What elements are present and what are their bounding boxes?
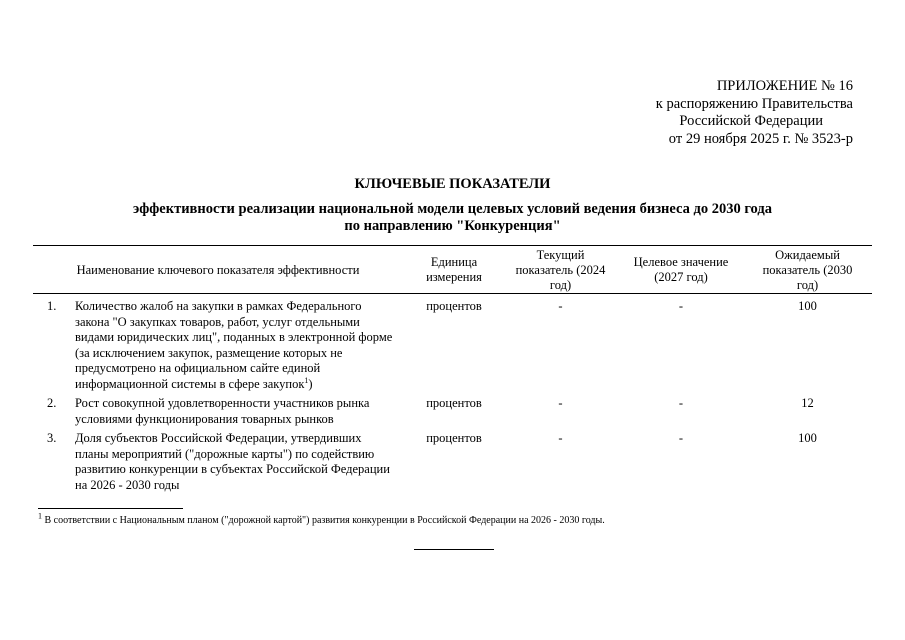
header-name: Наименование ключевого показателя эффективности: [76, 262, 360, 277]
footnote-text: В соответствии с Национальным планом ("дорожной картой") развития конкуренции в Российской Федерации на 2026 - 2030 годы.: [42, 515, 605, 526]
row-3-name: Доля субъектов Российской Федерации, утвердивших планы мероприятий ("дорожные карты") по содействию развитию конкуренции в субъектах Российской Федерации на 2026 - 2030 годы: [75, 431, 390, 492]
row-1-current: -: [558, 299, 563, 313]
header-unit: Единица измерения: [426, 255, 482, 284]
appendix-block: [593, 78, 853, 148]
subtitle-line-2: по направлению "Конкуренция": [344, 218, 561, 234]
document-title: КЛЮЧЕВЫЕ ПОКАЗАТЕЛИ: [354, 176, 551, 192]
footnote-separator: [38, 508, 183, 509]
footnote-mark: 1: [38, 511, 42, 521]
subtitle-line-1: эффективности реализации национальной модели целевых условий ведения бизнеса до 2030 года: [133, 201, 772, 217]
appendix-number: ПРИЛОЖЕНИЕ № 16: [716, 78, 853, 94]
row-2-unit: процентов: [426, 396, 482, 410]
row-2-name: Рост совокупной удовлетворенности участников рынка условиями функционирования товарных рынков: [75, 396, 370, 426]
document-subtitle: [0, 201, 905, 235]
row-2-target: -: [678, 396, 684, 410]
row-1-name-text: Количество жалоб на закупки в рамках Федерального закона "О закупках товаров, работ, услуг отдельными видами юридических лиц", поданных в электронной форме (за исключением закупок, размещение которых не предусмотрено на официальном сайте единой информационной системы в сфере закупок: [75, 299, 393, 391]
appendix-ref-line: к распоряжению Правительства: [655, 95, 853, 112]
header-target: Целевое значение (2027 год): [633, 255, 729, 284]
table-top-rule: [33, 245, 872, 246]
appendix-gov-line: Российской Федерации: [679, 113, 823, 129]
row-1-target: -: [678, 299, 684, 313]
row-1-expected: 100: [798, 299, 817, 313]
row-3-current: -: [558, 431, 563, 445]
row-2-number: 2.: [47, 396, 57, 410]
header-current: Текущий показатель (2024 год): [515, 247, 606, 292]
row-3-expected: 100: [798, 431, 817, 445]
row-3-number: 3.: [47, 431, 57, 445]
row-2-current: -: [558, 396, 563, 410]
table-header-rule: [33, 293, 872, 294]
row-1-footnote-ref: 1: [304, 375, 309, 385]
row-1-number: 1.: [47, 299, 57, 313]
row-1-name: [75, 299, 395, 392]
appendix-date-line: от 29 ноября 2025 г. № 3523-р: [668, 130, 853, 147]
row-1-unit: процентов: [426, 299, 482, 313]
footnote: [38, 511, 605, 526]
row-1-name-end: ): [308, 376, 313, 391]
row-3-target: -: [678, 431, 684, 445]
header-expected: Ожидаемый показатель (2030 год): [762, 247, 853, 292]
document-end-line: [414, 549, 494, 550]
row-3-unit: процентов: [426, 431, 482, 445]
row-2-expected: 12: [801, 396, 814, 410]
